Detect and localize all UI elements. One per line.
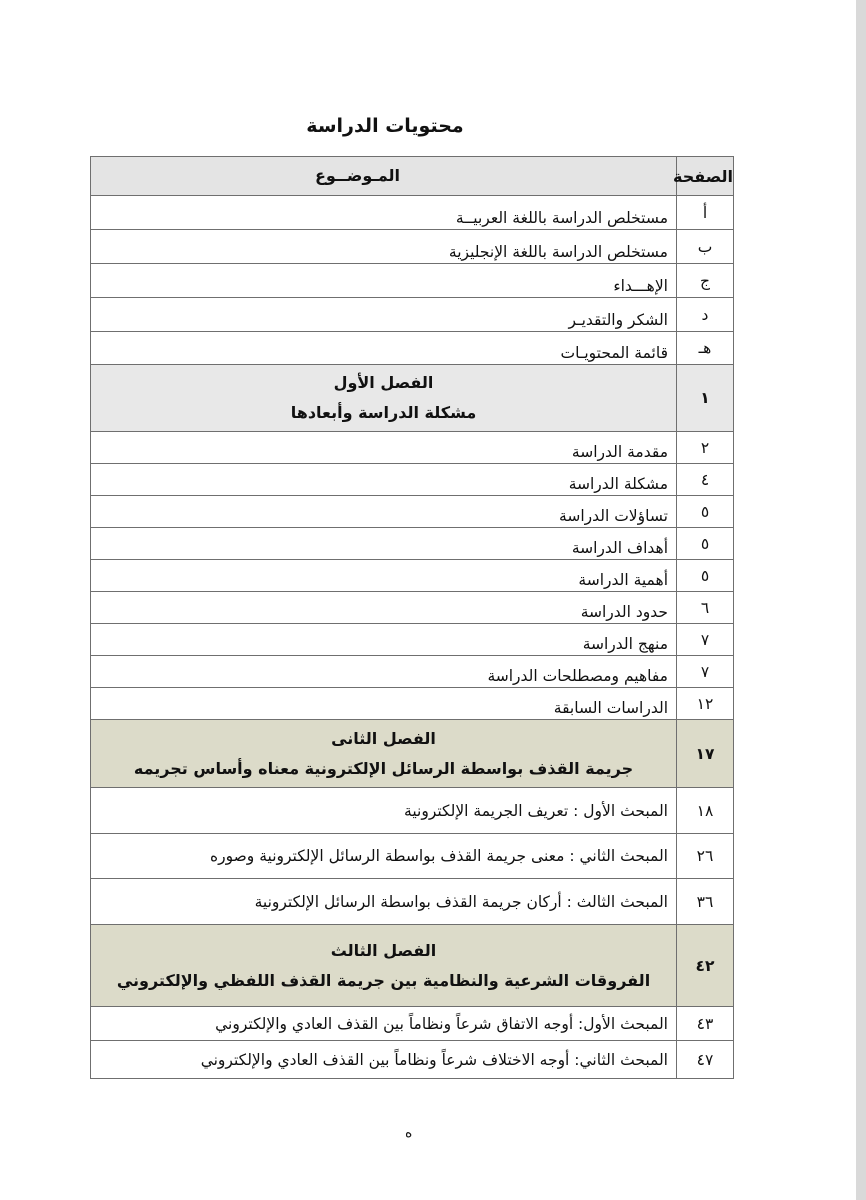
row-page: ٥	[677, 528, 734, 560]
row-page: هـ	[677, 332, 734, 365]
table-row	[91, 624, 734, 656]
page-title: محتويات الدراسة	[306, 115, 464, 137]
table-row	[91, 1041, 734, 1079]
row-page: ب	[677, 230, 734, 264]
row-topic: المبحث الثالث : أركان جريمة القذف بواسطة الرسائل الإلكترونية	[91, 879, 677, 925]
row-page: ٥	[677, 560, 734, 592]
row-topic: المبحث الأول : تعريف الجريمة الإلكترونية	[91, 788, 677, 834]
table-row	[91, 332, 734, 365]
table-row	[91, 464, 734, 496]
table-row	[91, 879, 734, 925]
table-row	[91, 496, 734, 528]
table-row	[91, 230, 734, 264]
row-topic: المبحث الأول: أوجه الاتفاق شرعاً ونظاماً بين القذف العادي والإلكتروني	[91, 1007, 677, 1041]
row-topic: الدراسات السابقة	[91, 688, 677, 720]
table-row	[91, 528, 734, 560]
row-page: ٣٦	[677, 879, 734, 925]
row-page: ٢٦	[677, 834, 734, 879]
chapter-row	[91, 720, 734, 788]
row-topic: مشكلة الدراسة	[91, 464, 677, 496]
chapter-page: ١٧	[677, 720, 734, 788]
row-page: أ	[677, 196, 734, 230]
page-column-header: الصفحة	[677, 157, 734, 196]
chapter-title: الفصل الثالث	[330, 940, 437, 960]
table-row	[91, 432, 734, 464]
row-page: ٧	[677, 624, 734, 656]
chapter-subtitle: مشكلة الدراسة وأبعادها	[290, 403, 477, 422]
row-topic: الشكر والتقديـر	[91, 298, 677, 332]
row-topic: مستخلص الدراسة باللغة العربيــة	[91, 196, 677, 230]
row-topic: أهمية الدراسة	[91, 560, 677, 592]
table-row	[91, 1007, 734, 1041]
page-number: ه	[405, 1125, 413, 1141]
row-topic: حدود الدراسة	[91, 592, 677, 624]
table-row	[91, 788, 734, 834]
chapter-heading	[91, 925, 677, 1007]
chapter-heading	[91, 365, 677, 432]
row-page: ٤٧	[677, 1041, 734, 1079]
table-row	[91, 592, 734, 624]
table-header-row	[91, 157, 734, 196]
row-page: ١٨	[677, 788, 734, 834]
table-row	[91, 834, 734, 879]
table-row	[91, 688, 734, 720]
row-page: ج	[677, 264, 734, 298]
row-page: ١٢	[677, 688, 734, 720]
chapter-subtitle: جريمة القذف بواسطة الرسائل الإلكترونية معناه وأساس تجريمه	[133, 758, 634, 778]
chapter-subtitle: الفروقات الشرعية والنظامية بين جريمة القذف اللفظي والإلكتروني	[116, 970, 651, 990]
chapter-title: الفصل الثانى	[331, 728, 436, 748]
row-topic: تساؤلات الدراسة	[91, 496, 677, 528]
contents-table	[90, 156, 734, 1079]
row-page: د	[677, 298, 734, 332]
row-page: ٢	[677, 432, 734, 464]
row-page: ٤٣	[677, 1007, 734, 1041]
topic-column-header: المـوضــوع	[91, 157, 677, 196]
chapter-row	[91, 365, 734, 432]
chapter-page: ١	[677, 365, 734, 432]
row-topic: المبحث الثاني: أوجه الاختلاف شرعاً ونظاماً بين القذف العادي والإلكتروني	[91, 1041, 677, 1079]
row-topic: مقدمة الدراسة	[91, 432, 677, 464]
row-page: ٧	[677, 656, 734, 688]
row-page: ٥	[677, 496, 734, 528]
table-row	[91, 298, 734, 332]
chapter-page: ٤٢	[677, 925, 734, 1007]
row-topic: قائمة المحتويـات	[91, 332, 677, 365]
row-topic: منهج الدراسة	[91, 624, 677, 656]
row-topic: المبحث الثاني : معنى جريمة القذف بواسطة الرسائل الإلكترونية وصوره	[91, 834, 677, 879]
row-topic: مفاهيم ومصطلحات الدراسة	[91, 656, 677, 688]
table-row	[91, 656, 734, 688]
row-topic: أهداف الدراسة	[91, 528, 677, 560]
chapter-heading	[91, 720, 677, 788]
chapter-title: الفصل الأول	[333, 373, 434, 392]
row-page: ٦	[677, 592, 734, 624]
row-page: ٤	[677, 464, 734, 496]
row-topic: الإهـــداء	[91, 264, 677, 298]
table-row	[91, 264, 734, 298]
table-row	[91, 560, 734, 592]
chapter-row	[91, 925, 734, 1007]
row-topic: مستخلص الدراسة باللغة الإنجليزية	[91, 230, 677, 264]
table-row	[91, 196, 734, 230]
